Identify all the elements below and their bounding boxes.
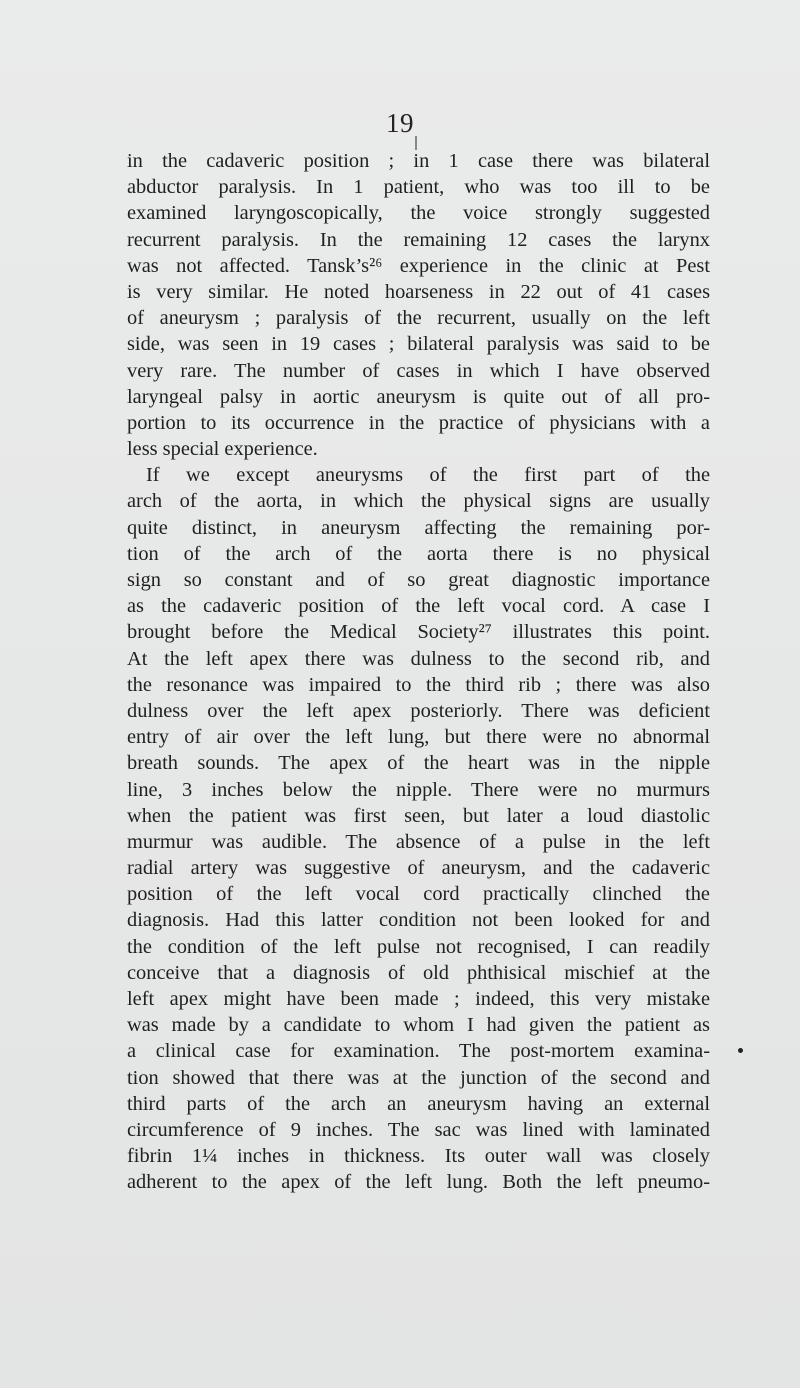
body-text	[127, 148, 710, 1196]
text-line: circumference of 9 inches. The sac was lined with laminated	[127, 1118, 710, 1141]
text-line: diagnosis. Had this latter condition not been looked for and	[127, 909, 710, 932]
text-line: was made by a candidate to whom I had given the patient as	[127, 1014, 710, 1037]
text-line: recurrent paralysis. In the remaining 12 cases the larynx	[127, 228, 710, 251]
text-line: in the cadaveric position ; in 1 case there was bilateral	[127, 150, 710, 172]
text-line: arch of the aorta, in which the physical signs are usually	[127, 490, 710, 513]
text-line: side, was seen in 19 cases ; bilateral paralysis was said to be	[127, 333, 710, 356]
text-line: line, 3 inches below the nipple. There were no murmurs	[127, 778, 710, 801]
text-line: was not affected. Tansk’s²⁶ experience in the clinic at Pest	[127, 254, 710, 277]
text-line: left apex might have been made ; indeed, this very mistake	[127, 988, 710, 1010]
text-line: fibrin 1¼ inches in thickness. Its outer wall was closely	[127, 1145, 710, 1168]
text-line: less special experience.	[127, 438, 318, 461]
text-line: brought before the Medical Society²⁷ illustrates this point.	[127, 621, 710, 644]
text-line: quite distinct, in aneurysm affecting the remaining por-	[127, 516, 710, 539]
text-line: At the left apex there was dulness to the second rib, and	[127, 647, 710, 670]
text-line: laryngeal palsy in aortic aneurysm is quite out of all pro-	[127, 385, 710, 408]
text-line: of aneurysm ; paralysis of the recurrent, usually on the left	[127, 307, 710, 330]
text-line: radial artery was suggestive of aneurysm, and the cadaveric	[127, 857, 710, 880]
text-line: a clinical case for examination. The post-mortem examina-	[127, 1040, 710, 1063]
page-number: 19	[386, 108, 414, 138]
text-line: If we except aneurysms of the first part of the	[146, 464, 710, 487]
text-line: entry of air over the left lung, but there were no abnormal	[127, 726, 710, 749]
text-line: murmur was audible. The absence of a pulse in the left	[127, 830, 710, 853]
text-line: examined laryngoscopically, the voice strongly suggested	[127, 202, 710, 225]
text-line: dulness over the left apex posteriorly. There was deficient	[127, 699, 710, 722]
text-line: adherent to the apex of the left lung. Both the left pneumo-	[127, 1171, 710, 1194]
text-line: when the patient was first seen, but later a loud diastolic	[127, 804, 710, 827]
text-line: position of the left vocal cord practically clinched the	[127, 883, 710, 906]
text-line: is very similar. He noted hoarseness in 22 out of 41 cases	[127, 280, 710, 303]
text-line: third parts of the arch an aneurysm having an external	[127, 1092, 710, 1115]
text-line: abductor paralysis. In 1 patient, who was too ill to be	[127, 176, 710, 199]
text-line: tion showed that there was at the junction of the second and	[127, 1066, 710, 1089]
text-line: breath sounds. The apex of the heart was in the nipple	[127, 752, 710, 775]
text-line: the condition of the left pulse not recognised, I can readily	[127, 935, 710, 958]
text-line: sign so constant and of so great diagnostic importance	[127, 569, 710, 591]
text-line: conceive that a diagnosis of old phthisical mischief at the	[127, 961, 710, 984]
text-line: as the cadaveric position of the left vocal cord. A case I	[127, 595, 710, 618]
text-line: the resonance was impaired to the third rib ; there was also	[127, 673, 710, 696]
scan-dot	[738, 1048, 743, 1053]
text-line: very rare. The number of cases in which I have observed	[127, 359, 710, 382]
text-line: portion to its occurrence in the practice of physicians with a	[127, 411, 710, 434]
text-line: tion of the arch of the aorta there is no physical	[127, 542, 710, 565]
